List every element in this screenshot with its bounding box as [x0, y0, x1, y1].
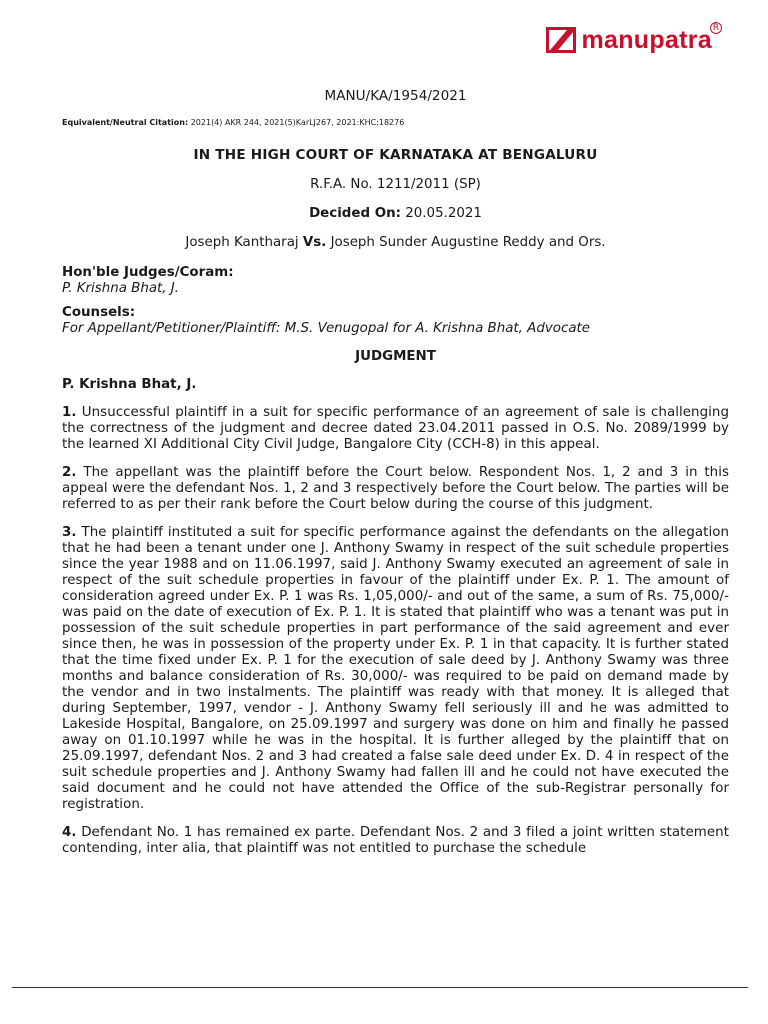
- paragraph-4: [62, 825, 729, 857]
- author-judge: P. Krishna Bhat, J.: [62, 377, 197, 392]
- paragraph-text: The plaintiff instituted a suit for specific performance against the defendants on the allegation that he had been a tenant under one J. Anthony Swamy in respect of the suit schedule properties since the year 1988 and on 11.06.1997, said J. Anthony Swamy executed an agreement of sale in respect of the suit schedule properties in favour of the plaintiff under Ex. P. 1. The amount of consideration agreed under Ex. P. 1 was Rs. 1,05,000/- and out of the same, a sum of Rs. 75,000/- was paid on the date of execution of Ex. P. 1. It is stated that plaintiff who was a tenant was put in possession of the suit schedule properties in part performance of the said agreement and ever since then, he was in possession of the property under Ex. P. 1 in that capacity. It is further stated that the time fixed under Ex. P. 1 for the execution of sale deed by J. Anthony Swamy was three months and balance consideration of Rs. 30,000/- was required to be paid on demand made by the vendor and in two instalments. The plaintiff was ready with that money. It is alleged that during September, 1997, vendor - J. Anthony Swamy fell seriously ill and he was admitted to Lakeside Hospital, Bangalore, on 25.09.1997 and surgery was done on him and finally he passed away on 01.10.1997 while he was in the hospital. It is further alleged by the plaintiff that on 25.09.1997, defendant Nos. 2 and 3 had created a false sale deed under Ex. D. 4 in respect of the suit schedule properties and J. Anthony Swamy had fallen ill and he could not have executed the said document and he could not have attended the Office of the sub-Registrar personally for registration.: [62, 525, 729, 812]
- counsels-value: For Appellant/Petitioner/Plaintiff: M.S. Venugopal for A. Krishna Bhat, Advocate: [62, 321, 591, 336]
- respondent-name: Joseph Sunder Augustine Reddy and Ors.: [330, 235, 606, 250]
- paragraph-text: The appellant was the plaintiff before the Court below. Respondent Nos. 1, 2 and 3 in this appeal were the defendant Nos. 1, 2 and 3 respectively before the Court below. The parties will be referred to as per their rank before the Court below during the course of this judgment.: [62, 465, 729, 512]
- versus-label: Vs.: [302, 235, 327, 250]
- equivalent-citation: [62, 118, 729, 127]
- paragraph-2: [62, 465, 729, 513]
- paragraph-text: Defendant No. 1 has remained ex parte. Defendant Nos. 2 and 3 filed a joint written statement contending, inter alia, that plaintiff was not entitled to purchase the schedule: [62, 825, 729, 856]
- paragraph-1: [62, 405, 729, 453]
- judges-coram: [62, 265, 729, 297]
- paragraph-3: [62, 525, 729, 813]
- decided-on-date: 20.05.2021: [405, 206, 482, 221]
- registered-mark-icon: R: [710, 22, 722, 34]
- footer-divider: [12, 987, 748, 988]
- logo-text: manupatra: [581, 25, 712, 54]
- judges-value: P. Krishna Bhat, J.: [62, 281, 180, 296]
- judges-label: Hon'ble Judges/Coram:: [62, 265, 234, 280]
- paragraph-number: 2.: [62, 465, 77, 480]
- paragraph-number: 3.: [62, 525, 77, 540]
- case-parties: [62, 235, 729, 250]
- decided-on: [62, 206, 729, 221]
- citation-id: MANU/KA/1954/2021: [324, 88, 467, 104]
- equivalent-citation-label: Equivalent/Neutral Citation:: [62, 118, 189, 127]
- counsels: [62, 305, 729, 337]
- document-body: [62, 88, 729, 869]
- manupatra-logo: [546, 23, 720, 56]
- paragraph-number: 4.: [62, 825, 77, 840]
- counsels-label: Counsels:: [62, 305, 136, 320]
- paragraph-text: Unsuccessful plaintiff in a suit for specific performance of an agreement of sale is challenging the correctness of the judgment and decree dated 23.04.2011 passed in O.S. No. 2089/1999 by the learned XI Additional City Civil Judge, Bangalore City (CCH-8) in this appeal.: [62, 405, 729, 452]
- paragraph-number: 1.: [62, 405, 77, 420]
- manupatra-logo-icon: [546, 27, 576, 53]
- appellant-name: Joseph Kantharaj: [185, 235, 299, 250]
- decided-on-label: Decided On:: [309, 206, 401, 221]
- case-number: R.F.A. No. 1211/2011 (SP): [310, 177, 481, 192]
- judgment-heading: JUDGMENT: [355, 349, 436, 364]
- court-name: IN THE HIGH COURT OF KARNATAKA AT BENGALURU: [193, 147, 598, 163]
- equivalent-citation-value: 2021(4) AKR 244, 2021(5)KarLJ267, 2021:KHC:18276: [190, 118, 405, 127]
